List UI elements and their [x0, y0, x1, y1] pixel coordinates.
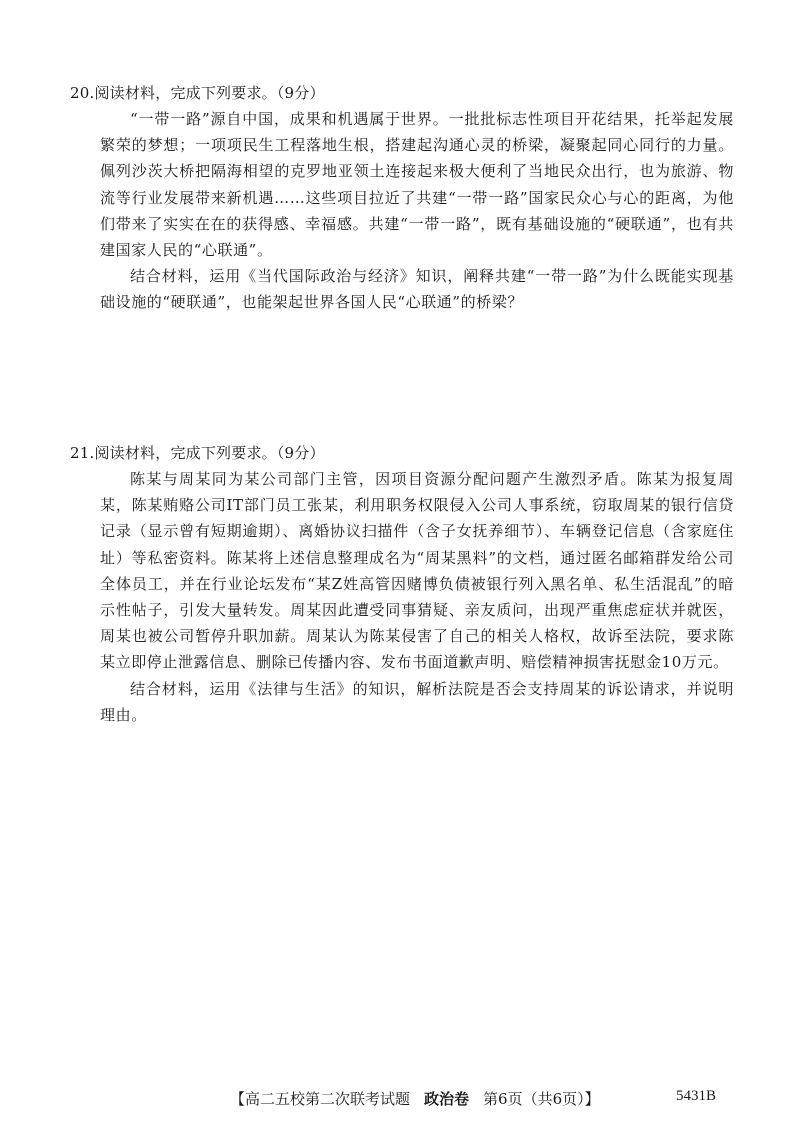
page-footer [0, 1088, 800, 1112]
question-21-material: 陈某与周某同为某公司部门主管，因项目资源分配问题产生激烈矛盾。陈某为报复周某，陈某贿赂公司IT部门员工张某，利用职务权限侵入公司人事系统，窃取周某的银行信贷记录（显示曾有短期逾期）、离婚协议扫描件（含子女抚养细节）、车辆登记信息（含家庭住址）等私密资料。陈某将上述信息整理成名为“周某黑料”的文档，通过匿名邮箱群发给公司全体员工，并在行业论坛发布“某Z姓高管因赌博负债被银行列入黑名单、私生活混乱”的暗示性帖子，引发大量转发。周某因此遭受同事猜疑、亲友质问，出现严重焦虑症状并就医，周某也被公司暂停升职加薪。周某认为陈某侵害了自己的相关人格权，故诉至法院，要求陈某立即停止泄露信息、删除已传播内容、发布书面道歉声明、赔偿精神损害抚慰金10万元。 [100, 470, 734, 672]
footer-title: 【高二五校第二次联考试题 [230, 1090, 411, 1108]
question-21 [70, 440, 734, 728]
question-20-material: “一带一路”源自中国，成果和机遇属于世界。一批批标志性项目开花结果，托举起发展繁荣的梦想；一项项民生工程落地生根，搭建起沟通心灵的桥梁，凝聚起同心同行的力量。佩列沙茨大桥把隔海相望的克罗地亚领土连接起来极大便利了当地民众出行，也为旅游、物流等行业发展带来新机遇……这些项目拉近了共建“一带一路”国家民众心与心的距离，为他们带来了实实在在的获得感、幸福感。共建“一带一路”，既有基础设施的“硬联通”，也有共建国家人民的“心联通”。 [100, 110, 734, 260]
footer-page-info: 第6页（共6页）】 [483, 1090, 600, 1108]
question-20-task: 结合材料，运用《当代国际政治与经济》知识，阐释共建“一带一路”为什么既能实现基础设施的“硬联通”，也能架起世界各国人民“心联通”的桥梁？ [100, 267, 734, 312]
footer-exam-info [230, 1088, 600, 1109]
question-21-header: 21.阅读材料，完成下列要求。（9分） [70, 444, 325, 462]
footer-paper-code: 5431B [676, 1088, 717, 1104]
question-21-task: 结合材料，运用《法律与生活》的知识，解析法院是否会支持周某的诉讼请求，并说明理由。 [100, 679, 734, 724]
question-20 [70, 80, 734, 316]
footer-subject: 政治卷 [424, 1090, 470, 1108]
question-20-header: 20.阅读材料，完成下列要求。（9分） [70, 84, 325, 102]
